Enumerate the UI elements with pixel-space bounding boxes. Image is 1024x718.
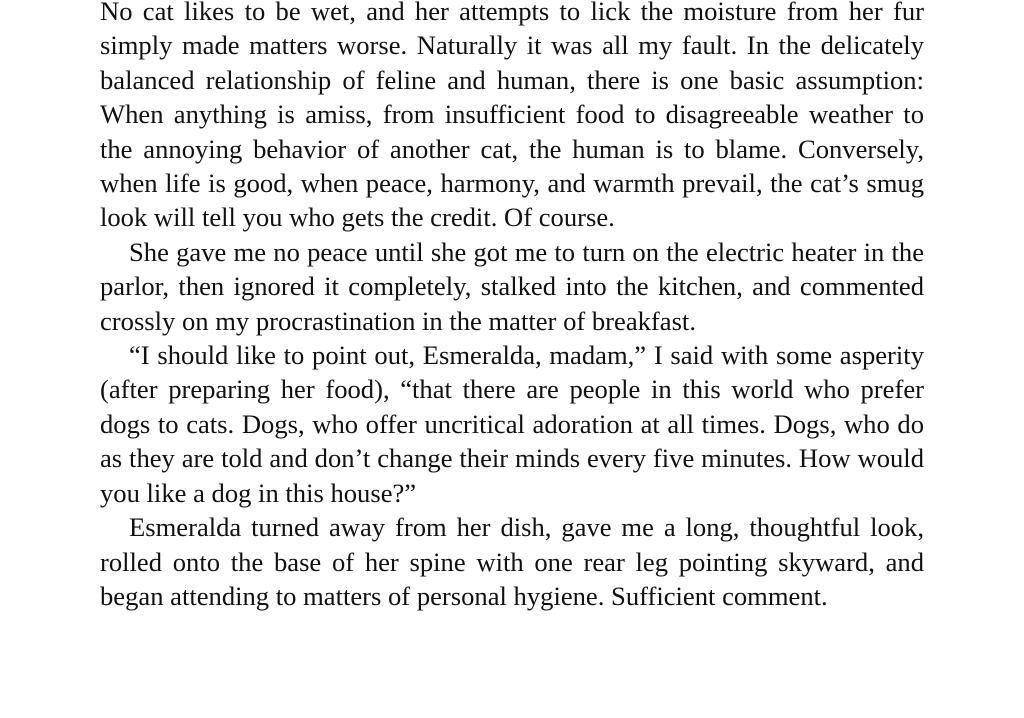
paragraph-dogs-vs-cats: “I should like to point out, Esmeralda, madam,” I said with some asperity (after preparing her food), “that there are people in this world who prefer dogs to cats. Dogs, who offer uncritical adoration at all times. Dogs, who do as they are told and don’t change their minds every five minutes. How would you like a dog in this house?”	[100, 340, 924, 508]
paragraph-wet-cat: No cat likes to be wet, and her attempts to lick the moisture from her fur simply made matters worse. Naturally it was all my fault. In the delicately balanced relationship of feline and human, there is one basic assumption: When anything is amiss, from insufficient food to disagreeable weather to the annoying behavior of another cat, the human is to blame. Conversely, when life is good, when peace, harmony, and warmth prevail, the cat’s smug look will tell you who gets the credit. Of course.	[100, 0, 924, 233]
paragraph-electric-heater: She gave me no peace until she got me to turn on the electric heater in the parlor, then ignored it completely, stalked into the kitchen, and commented crossly on my procrastination in the matter of breakfast.	[100, 236, 924, 336]
paragraph-esmeralda-response: Esmeralda turned away from her dish, gave me a long, thoughtful look, rolled onto the base of her spine with one rear leg pointing skyward, and began attending to matters of personal hygiene. Sufficient comment.	[100, 512, 924, 611]
book-page-text	[100, 0, 924, 613]
